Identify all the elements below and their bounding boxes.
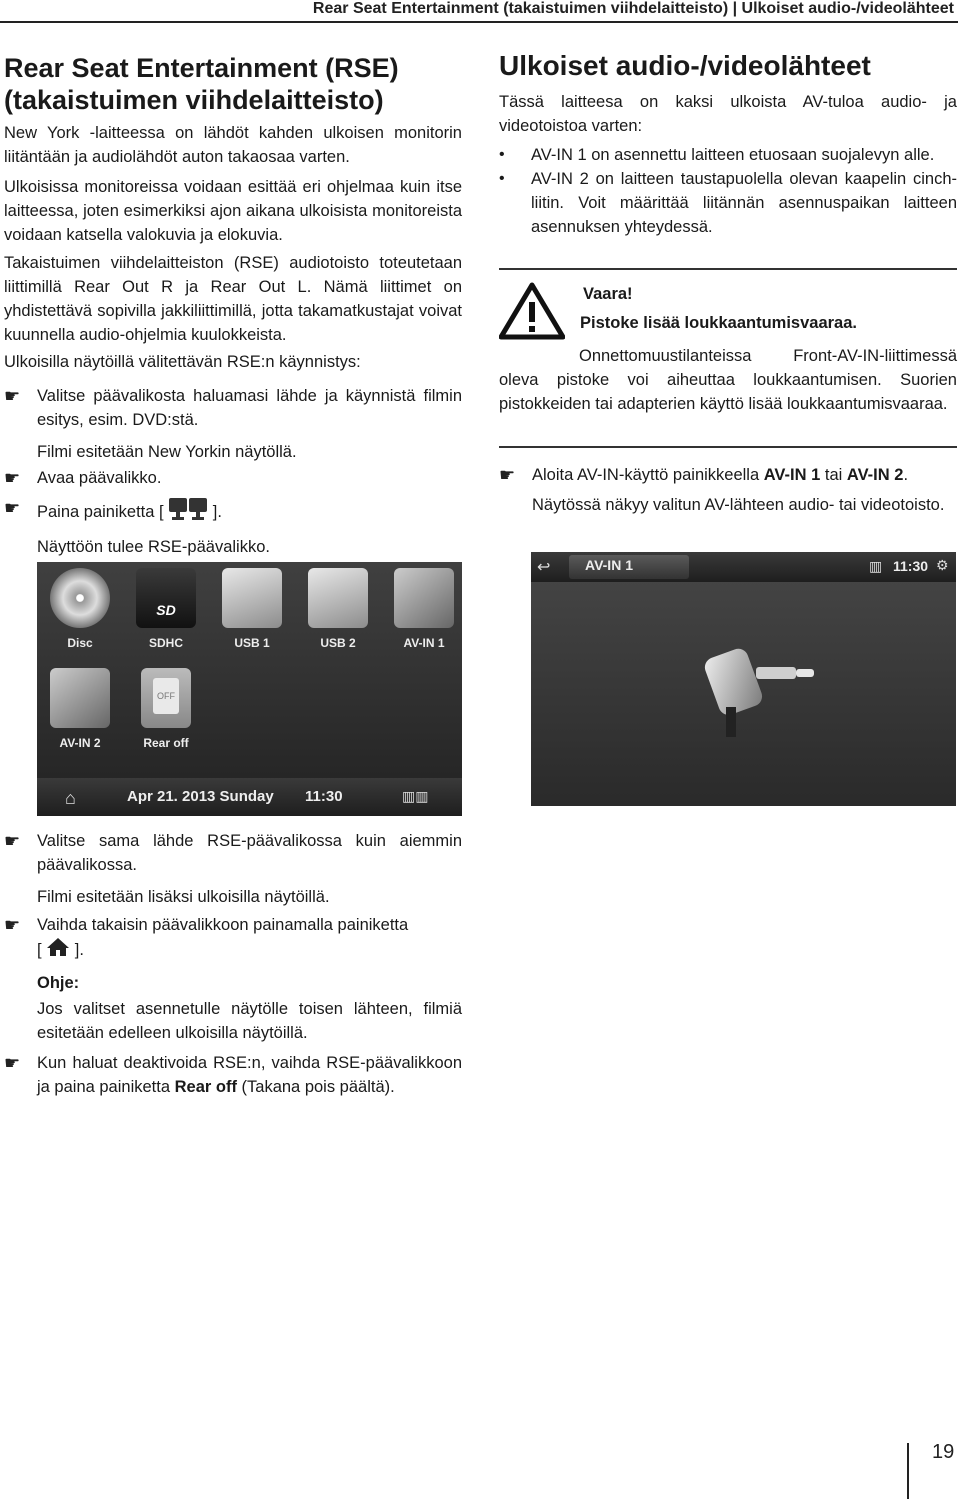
step-press-rse: ☛ Paina painiketta [ ]. Näyttöön tulee RSE-päävalikko.: [4, 496, 462, 559]
tile-sdhc[interactable]: SD SDHC: [123, 562, 209, 658]
disc-icon: [50, 568, 110, 628]
step-result: Näytössä näkyy valitun AV-lähteen audio- tai videotoisto.: [532, 496, 945, 514]
clock-display: 11:30: [893, 558, 929, 574]
left-column: [4, 52, 464, 116]
warning-bottom-rule: [499, 446, 957, 448]
monitors-paragraph: Ulkoisissa monitoreissa voidaan esittää eri ohjelmaa kuin itse laitteessa, joten esimerkiksi ajon aikana ulkoisista monitoreista voidaan katsella valokuvia ja elokuvia.: [4, 178, 462, 244]
section-title-av: Ulkoiset audio-/videolähteet: [499, 50, 871, 81]
warning-subtitle: Pistoke lisää loukkaantumisvaaraa.: [580, 314, 857, 332]
step-deactivate: ☛ Kun haluat deaktivoida RSE:n, vaihda RSE-päävalikkoon ja paina painiketta Rear off (Takana pois päältä).: [4, 1053, 462, 1096]
warning-top-rule: [499, 268, 957, 270]
step-result: Näyttöön tulee RSE-päävalikko.: [37, 538, 270, 556]
power-switch-icon: OFF: [141, 668, 191, 728]
tile-av-in1[interactable]: AV-IN 1: [381, 562, 462, 658]
intro-paragraph: New York -laitteessa on lähdöt kahden ulkoisen monitorin liitäntään ja audiolähdöt auton takaosaa varten.: [4, 124, 462, 166]
clock-display: 11:30: [305, 788, 343, 805]
settings-icon[interactable]: ⚙: [936, 557, 949, 573]
av-in-screen: [531, 552, 956, 806]
rse-status-bar: [37, 778, 462, 816]
step-open-menu: ☛ Avaa päävalikko.: [4, 468, 162, 488]
hand-pointer-icon: ☛: [4, 1053, 21, 1073]
section-title-line1: Rear Seat Entertainment (RSE): [4, 53, 399, 83]
back-icon[interactable]: ↩: [537, 559, 551, 576]
jack-plug-icon: [394, 568, 454, 628]
home-icon: [46, 937, 70, 964]
hand-pointer-icon: ☛: [499, 465, 516, 485]
tile-usb2[interactable]: USB 2: [295, 562, 381, 658]
step-select-source: ☛ Valitse päävalikosta haluamasi lähde ja käynnistä filmin esitys, esim. DVD:stä. Filmi esitetään New Yorkin näytöllä.: [4, 384, 462, 464]
rse-main-menu-screen: [37, 562, 462, 816]
note-text: Jos valitset asennetulle näytölle toisen lähteen, filmiä esitetään edelleen ulkoisilla näytöillä.: [37, 1000, 462, 1042]
step-result: Filmi esitetään lisäksi ulkoisilla näytöillä.: [37, 888, 330, 906]
header-rule: [0, 21, 958, 23]
home-icon[interactable]: ⌂: [65, 788, 76, 808]
source-label: AV-IN 1: [585, 557, 633, 573]
rse-monitors-icon: [168, 496, 208, 529]
jack-plug-icon: [701, 622, 821, 747]
tile-usb1[interactable]: USB 1: [209, 562, 295, 658]
av-status-bar: [531, 552, 956, 582]
usb-stick-icon: [308, 568, 368, 628]
tile-av-in2[interactable]: AV-IN 2: [37, 662, 123, 758]
warning-title: Vaara!: [583, 285, 633, 303]
step-start-av: ☛ Aloita AV-IN-käyttö painikkeella AV-IN 1 tai AV-IN 2. Näytössä näkyy valitun AV-lähteen audio- tai videotoisto.: [499, 463, 957, 517]
section-title-line2: (takaistuimen viihdelaitteisto): [4, 85, 384, 115]
tile-disc[interactable]: Disc: [37, 562, 123, 658]
step-result: Filmi esitetään New Yorkin näytöllä.: [37, 443, 297, 461]
page-number-rule: [907, 1443, 909, 1499]
note-block: [37, 971, 462, 1045]
tile-rear-off[interactable]: OFF Rear off: [123, 662, 209, 758]
av-bullet-list: [499, 143, 957, 239]
usb-stick-icon: [222, 568, 282, 628]
hand-pointer-icon: ☛: [4, 831, 21, 851]
hand-pointer-icon: ☛: [4, 468, 21, 488]
hand-pointer-icon: ☛: [4, 386, 21, 406]
equalizer-icon[interactable]: ▥: [869, 558, 883, 574]
audio-paragraph: Takaistuimen viihdelaitteiston (RSE) audiotoisto toteutetaan liittimillä Rear Out R ja Rear Out L. Nämä liittimet on yhdistettävä sopivilla jakkiliittimillä, jotta takamatkustajat voivat kuunnella audio-ohjelmia kuulokkeista.: [4, 254, 462, 344]
step-back-home: ☛ Vaihda takaisin päävalikkoon painamalla painiketta [ ].: [4, 913, 462, 964]
bullet-av-in1: • AV-IN 1 on asennettu laitteen etuosaan suojalevyn alle.: [499, 146, 935, 164]
equalizer-icon[interactable]: ▥▥: [402, 788, 429, 804]
note-title: Ohje:: [37, 974, 80, 992]
bullet-av-in2: • AV-IN 2 on laitteen taustapuolella olevan kaapelin cinch-liitin. Voit määrittää liitännän asennuspaikan laitteen asennuksen yhteydessä.: [499, 170, 957, 236]
cinch-plug-icon: [50, 668, 110, 728]
date-display: Apr 21. 2013 Sunday: [127, 788, 274, 805]
running-header: Rear Seat Entertainment (takaistuimen viihdelaitteisto) | Ulkoiset audio-/videolähteet: [312, 0, 954, 17]
step-select-same-source: ☛ Valitse sama lähde RSE-päävalikossa kuin aiemmin päävalikossa. Filmi esitetään lisäksi ulkoisilla näytöillä.: [4, 829, 462, 909]
av-intro: Tässä laitteesa on kaksi ulkoista AV-tuloa audio- ja videotoistoa varten:: [499, 93, 957, 135]
sd-card-icon: SD: [136, 568, 196, 628]
startup-heading: Ulkoisilla näytöillä välitettävän RSE:n käynnistys:: [4, 353, 361, 371]
hand-pointer-icon: ☛: [4, 915, 21, 935]
hand-pointer-icon: ☛: [4, 498, 21, 518]
warning-text: Onnettomuustilanteissa Front-AV-IN-liittimessä oleva pistoke voi aiheuttaa loukkaantumisen. Suorien pistokkeiden tai adapterien käyttö lisää loukkaantumisvaaraa.: [499, 347, 957, 413]
warning-triangle-icon: [499, 282, 565, 345]
page-number: 19: [932, 1441, 955, 1463]
